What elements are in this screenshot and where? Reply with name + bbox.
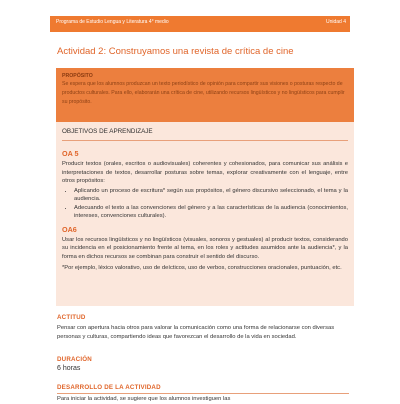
attitude-text: Pensar con apertura hacia otros para valorar la comunicación como una forma de relacionarse con diversas personas y culturas, compartiendo ideas que favorezcan el desarrollo de la vida en sociedad. [57, 325, 335, 340]
development-section [57, 384, 349, 404]
activity-title: Actividad 2: Construyamos una revista de crítica de cine [57, 46, 294, 57]
objectives-heading: OBJETIVOS DE APRENDIZAJE [62, 128, 348, 141]
header-banner [50, 16, 350, 32]
duration-section [57, 356, 349, 374]
learning-objectives-box [56, 122, 354, 306]
duration-text: 6 horas [57, 365, 81, 372]
page-header [0, 0, 400, 40]
attitude-section [57, 314, 349, 341]
development-title: DESARROLLO DE LA ACTIVIDAD [57, 384, 161, 391]
oa6-title: OA6 [62, 224, 77, 234]
oa5-bullet: • Aplicando un proceso de escritura* según sus propósitos, el género discursivo seleccionado, el tema y la audiencia. [74, 187, 348, 204]
purpose-label: PROPÓSITO [62, 73, 93, 79]
duration-title: DURACIÓN [57, 356, 92, 363]
oa5-bullet: • Adecuando el texto a las convenciones del género y a las características de la audiencia (conocimientos, intereses, convenciones culturales). [74, 204, 348, 221]
development-divider [57, 393, 349, 394]
oa6-text: Usar los recursos lingüísticos y no lingüísticos (visuales, sonoros y gestuales) al producir textos, considerando su incidencia en el posicionamiento frente al tema, en los roles y actitudes asumidos ante la audiencia*, y la forma en dichos recursos se combinan para construir el sentido del discurso. [62, 236, 348, 260]
oa5-bullet-list [62, 187, 348, 221]
purpose-text: Se espera que los alumnos produzcan un texto periodístico de opinión para compartir sus visiones o posturas respecto de productos culturales. Para ello, elaborarán una crítica de cine, utilizando recursos lingüísticos y no lingüísticos para cumplir su propósito. [62, 81, 345, 105]
oa5-text: Producir textos (orales, escritos o audiovisuales) coherentes y cohesionados, para comunicar sus análisis e interpretaciones de textos, desarrollar posturas sobre temas, explorar creativamente con el lenguaje, entre otros propósitos: [62, 161, 348, 184]
attitude-title: ACTITUD [57, 314, 86, 321]
oa5-title: OA 5 [62, 149, 79, 158]
program-label: Programa de Estudio Lengua y Literatura 4° medio [56, 19, 169, 25]
development-text: Para iniciar la actividad, se sugiere que los alumnos investiguen las [57, 396, 231, 402]
purpose-box [56, 68, 354, 122]
unit-label: Unidad 4 [325, 19, 346, 25]
oa6-footnote: *Por ejemplo, léxico valorativo, uso de deícticos, uso de verbos, construcciones oracionales, puntuación, etc. [62, 265, 342, 271]
